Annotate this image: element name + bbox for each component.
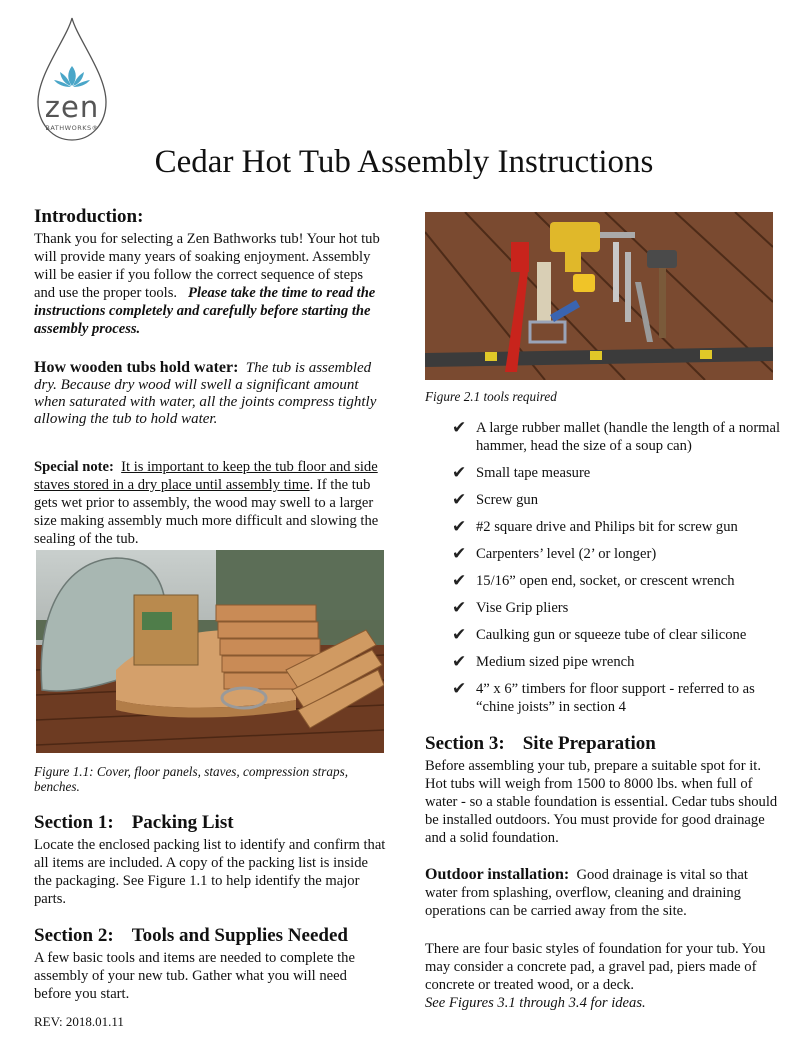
section-1-number: Section 1: — [34, 812, 114, 833]
checkmark-icon: ✔ — [452, 418, 467, 438]
lotus-icon — [54, 66, 90, 87]
checkmark-icon: ✔ — [452, 598, 467, 618]
checkmark-icon: ✔ — [452, 490, 467, 510]
section-3-text: Before assembling your tub, prepare a suitable spot for it. Hot tubs will weigh from 1500 to 8000 lbs. when full of water - so a stable foundation is essential. Cedar tubs should be installed outdoors. You must provide for good drainage and a solid foundation. — [425, 758, 778, 846]
special-note-underlined: It is important to keep the tub floor and side staves stored in a dry place until assembly time — [34, 459, 378, 493]
how-water-text: The tub is assembled dry. Because dry wood will swell a significant amount when saturated with water, all the joints compress tightly allowing the tub to hold water. — [34, 360, 377, 427]
checkmark-icon: ✔ — [452, 679, 467, 699]
tool-item-text: Carpenters’ level (2’ or longer) — [476, 546, 657, 562]
checkmark-icon: ✔ — [452, 625, 467, 645]
section-2-title: Tools and Supplies Needed — [131, 925, 348, 946]
tool-item-text: Small tape measure — [476, 465, 591, 481]
page-title: Cedar Hot Tub Assembly Instructions — [154, 144, 654, 180]
checkmark-icon: ✔ — [452, 544, 467, 564]
special-note-text: . If the tub gets wet prior to assembly, the wood may swell to a larger size making assembly much more difficult and slowing the sealing of the tub. — [34, 477, 379, 547]
section-2-text: A few basic tools and items are needed to complete the assembly of your new tub. Gather what you will need before you start. — [34, 950, 355, 1002]
outdoor-text: Good drainage is vital so that water from splashing, overflow, cleaning and draining operations can be carried away from the site. — [425, 867, 748, 919]
intro-paragraph — [34, 230, 386, 338]
tool-item-text: #2 square drive and Philips bit for screw gun — [476, 519, 738, 535]
how-water-paragraph — [34, 359, 386, 428]
tool-item — [452, 653, 782, 671]
tool-item — [452, 626, 782, 644]
tool-item — [452, 419, 782, 455]
tool-item-text: Medium sized pipe wrench — [476, 654, 635, 670]
figure-1-1-caption: Figure 1.1: Cover, floor panels, staves, compression straps, benches. — [34, 764, 349, 794]
tool-item — [452, 545, 782, 563]
tool-item-text: Caulking gun or squeeze tube of clear silicone — [476, 627, 747, 643]
intro-emphasis: Please take the time to read the instructions completely and carefully before starting the assembly process. — [34, 285, 376, 337]
section-2-heading — [34, 925, 348, 947]
section-2-number: Section 2: — [34, 925, 114, 946]
checkmark-icon: ✔ — [452, 571, 467, 591]
checkmark-icon: ✔ — [452, 517, 467, 537]
figure-2-1-caption: Figure 2.1 tools required — [425, 389, 557, 404]
figure-1-1-photo — [36, 550, 384, 753]
tool-item — [452, 599, 782, 617]
section-1-title: Packing List — [131, 812, 234, 833]
tool-item-text: 4” x 6” timbers for floor support - referred to as “chine joists” in section 4 — [476, 681, 755, 715]
intro-text: Thank you for selecting a Zen Bathworks tub! Your hot tub will provide many years of soaking enjoyment. Assembly will be easier if you follow the correct sequence of steps and use the proper tools. — [34, 231, 380, 301]
tool-item — [452, 572, 782, 590]
tools-list — [452, 419, 782, 725]
section-1-text: Locate the enclosed packing list to identify and confirm that all items are included. A copy of the packing list is inside the packaging. See Figure 1.1 to help identify the major parts. — [34, 837, 386, 907]
outdoor-label: Outdoor installation: — [425, 866, 570, 883]
how-water-label: How wooden tubs hold water: — [34, 359, 239, 376]
checkmark-icon: ✔ — [452, 463, 467, 483]
intro-heading: Introduction: — [34, 206, 144, 227]
tool-item — [452, 464, 782, 482]
foundation-styles-text: There are four basic styles of foundation for your tub. You may consider a concrete pad, a gravel pad, piers made of concrete or treated wood, or a deck. — [425, 941, 766, 993]
special-note-label: Special note: — [34, 459, 114, 475]
logo-sub: BATHWORKS® — [45, 124, 99, 132]
tool-item — [452, 518, 782, 536]
see-figures-text: See Figures 3.1 through 3.4 for ideas. — [425, 995, 646, 1011]
section-1-heading — [34, 812, 234, 834]
checkmark-icon: ✔ — [452, 652, 467, 672]
tool-item-text: 15/16” open end, socket, or crescent wrench — [476, 573, 735, 589]
revision-label: REV: 2018.01.11 — [34, 1014, 124, 1029]
zen-bathworks-logo — [34, 16, 110, 144]
section-3-title: Site Preparation — [522, 733, 656, 754]
section-3-heading — [425, 733, 656, 755]
outdoor-paragraph — [425, 866, 781, 920]
section-3-number: Section 3: — [425, 733, 505, 754]
tool-item-text: Vise Grip pliers — [476, 600, 569, 616]
figure-2-1-photo — [425, 212, 773, 380]
tool-item-text: A large rubber mallet (handle the length of a normal hammer, head the size of a soup can) — [476, 420, 781, 454]
tool-item-text: Screw gun — [476, 492, 539, 508]
tool-item — [452, 491, 782, 509]
special-note-paragraph — [34, 458, 388, 548]
logo-brand: zen — [44, 90, 100, 124]
tool-item — [452, 680, 782, 716]
